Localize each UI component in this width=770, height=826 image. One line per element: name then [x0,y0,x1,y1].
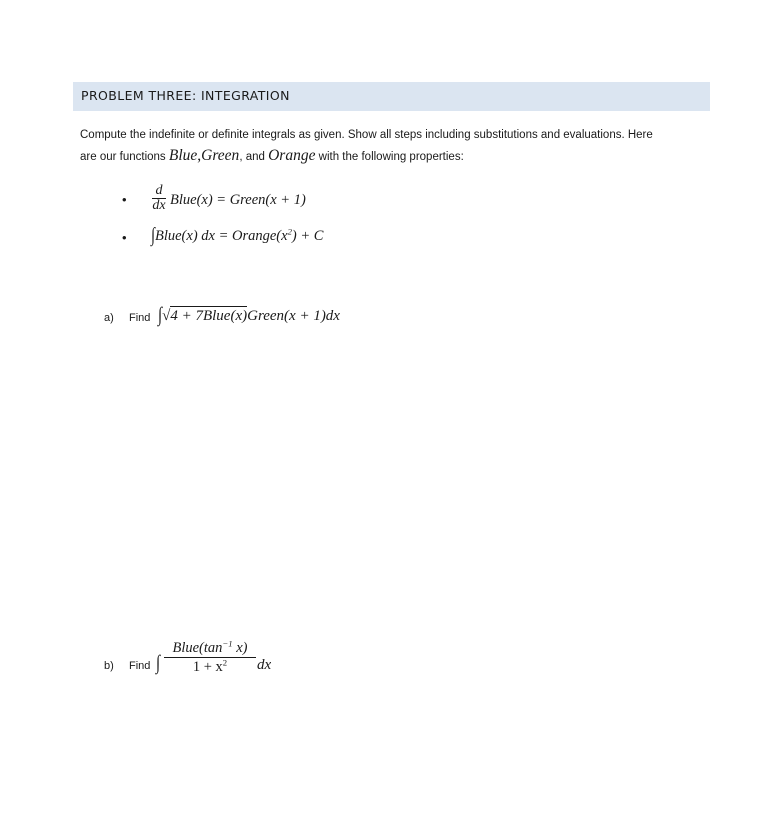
property-2-expression [151,225,324,247]
denominator-text: 1 + x [192,659,223,675]
instructions-line-2 [80,145,710,168]
function-name-orange: Orange [268,147,316,164]
property-2-lhs: Blue(x) dx = Orange(x [154,228,288,244]
radicand: 4 + 7Blue(x) [170,308,248,324]
bullet-icon: • [122,230,127,245]
section-title: PROBLEM THREE: INTEGRATION [81,88,290,103]
property-2-tail: ) + C [291,228,324,244]
problem-a-expression [158,306,340,325]
and-text: , and [239,151,269,163]
problem-b-fraction [164,639,256,676]
function-name-green: Green [201,147,240,164]
bullet-icon: • [122,192,127,207]
problem-b-denominator [164,658,256,676]
square-root [162,306,247,325]
exponent: 2 [287,226,292,237]
section-header-bar [73,82,710,111]
instructions-line-1 [80,124,710,146]
problem-b-label: b) [104,660,114,672]
properties-intro-text: with the following properties: [318,151,464,163]
numerator-tail: x) [232,640,248,656]
problem-a-label: a) [104,312,114,324]
function-name-blue: Blue [168,147,198,164]
derivative-dx: dx [152,198,166,213]
integral-icon: ∫ [158,305,163,327]
instructions-paragraph [80,124,710,168]
problem-b-find: Find [129,660,151,672]
numerator-text: Blue(tan [172,640,223,656]
radical-icon: √ [162,308,171,324]
problem-b-dx: dx [257,657,272,673]
exponent: 2 [222,657,228,668]
instructions-text: Compute the indefinite or definite integrals as given. Show all steps including substitutions and evaluations. Here [80,129,653,141]
property-1-expression: Blue(x) = Green(x + 1) [170,192,306,208]
functions-intro-text: are our functions [80,151,169,163]
problem-a-rest: Green(x + 1)dx [247,308,340,324]
derivative-d: d [155,183,163,198]
problem-b-integral [156,653,161,675]
inverse-exponent: −1 [222,638,233,649]
integral-icon: ∫ [156,653,161,675]
comma: , [197,147,202,164]
integral-icon: ∫ [151,225,155,247]
derivative-operator [152,184,166,213]
problem-b-numerator [164,639,256,657]
problem-a-find: Find [129,312,151,324]
